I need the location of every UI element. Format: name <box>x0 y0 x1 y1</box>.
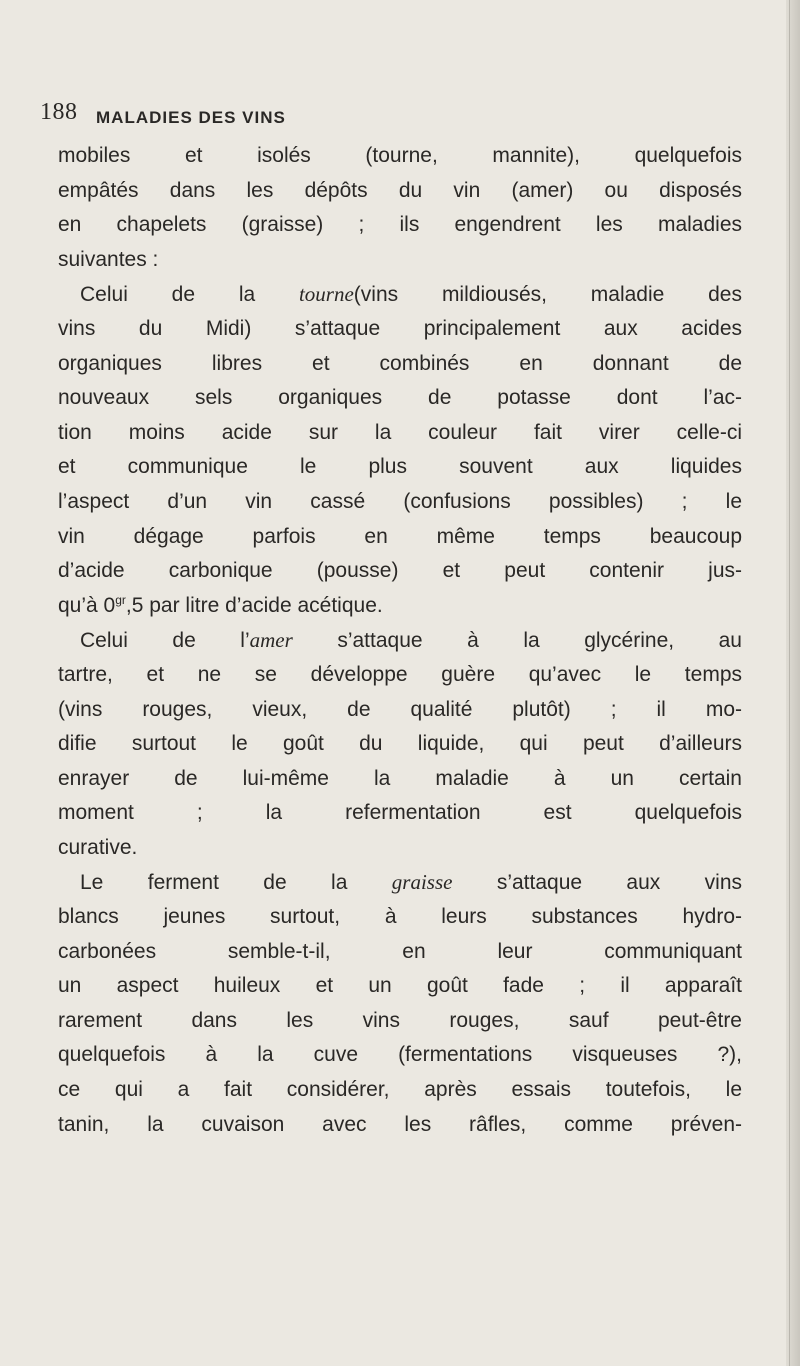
text-segment: tion moins acide sur la couleur fait virer celle-ci <box>58 420 742 444</box>
text-segment: (vins mildiousés, maladie des <box>353 283 742 307</box>
text-line <box>58 589 742 624</box>
text-line <box>58 485 742 520</box>
text-segment: un aspect huileux et un goût fade ; il apparaît <box>58 974 742 998</box>
text-line <box>58 277 742 312</box>
text-line <box>58 208 742 243</box>
page-header <box>40 100 760 132</box>
text-segment: curative. <box>58 835 138 859</box>
text-segment: qu’à 0 <box>58 593 116 617</box>
text-line <box>58 347 742 382</box>
italic-term: amer <box>249 628 293 653</box>
text-segment: en chapelets (graisse) ; ils engendrent les maladies <box>58 213 742 237</box>
text-segment: ,5 par litre d’acide acétique. <box>125 593 383 617</box>
text-line <box>58 831 742 866</box>
text-segment: s’attaque à la glycérine, au <box>292 629 742 653</box>
page-edge-shadow <box>786 0 800 1366</box>
text-line <box>58 900 742 935</box>
text-line <box>58 139 742 174</box>
page-number: 188 <box>40 99 78 125</box>
text-segment: tartre, et ne se développe guère qu’avec le temps <box>58 662 742 686</box>
italic-term: tourne <box>298 282 354 307</box>
text-line <box>58 623 742 658</box>
text-segment: Celui de la <box>80 283 299 307</box>
text-segment: Celui de l’ <box>80 629 250 653</box>
text-segment: enrayer de lui-même la maladie à un certain <box>58 766 742 790</box>
text-line <box>58 969 742 1004</box>
text-line <box>58 693 742 728</box>
text-segment: mobiles et isolés (tourne, mannite), quelquefois <box>58 144 742 167</box>
running-head: MALADIES DES VINS <box>96 108 286 127</box>
text-line <box>58 796 742 831</box>
text-segment: et communique le plus souvent aux liquides <box>58 455 742 479</box>
text-line <box>58 727 742 762</box>
text-line <box>58 658 742 693</box>
text-line <box>58 243 742 278</box>
text-segment: moment ; la refermentation est quelquefois <box>58 801 742 825</box>
text-line <box>58 1038 742 1073</box>
text-segment: organiques libres et combinés en donnant de <box>58 351 742 375</box>
text-line <box>58 450 742 485</box>
text-line <box>58 865 742 900</box>
text-line <box>58 381 742 416</box>
text-segment: l’aspect d’un vin cassé (confusions possibles) ; le <box>58 489 742 513</box>
text-segment: d’acide carbonique (pousse) et peut contenir jus- <box>58 559 742 583</box>
text-segment: tanin, la cuvaison avec les râfles, comme préven- <box>58 1112 742 1136</box>
text-segment: vin dégage parfois en même temps beaucoup <box>58 524 742 548</box>
text-segment: suivantes : <box>58 247 159 271</box>
text-segment: blancs jeunes surtout, à leurs substances hydro- <box>58 905 742 929</box>
text-segment: Le ferment de la <box>80 871 392 895</box>
text-line <box>58 1108 742 1143</box>
text-segment: (vins rouges, vieux, de qualité plutôt) ; il mo- <box>58 697 742 721</box>
text-line <box>58 935 742 970</box>
text-line <box>58 1004 742 1039</box>
text-segment: nouveaux sels organiques de potasse dont l’ac- <box>58 386 742 410</box>
text-line <box>58 554 742 589</box>
body-text <box>58 139 742 1142</box>
text-line <box>58 416 742 451</box>
text-line <box>58 312 742 347</box>
text-segment: empâtés dans les dépôts du vin (amer) ou disposés <box>58 178 742 202</box>
text-segment: ce qui a fait considérer, après essais toutefois, le <box>58 1078 742 1102</box>
text-segment: difie surtout le goût du liquide, qui peut d’ailleurs <box>58 732 742 756</box>
text-segment: s’attaque aux vins <box>452 871 742 895</box>
text-line <box>58 1073 742 1108</box>
text-segment: carbonées semble-t-il, en leur communiquant <box>58 939 742 963</box>
text-segment: rarement dans les vins rouges, sauf peut-être <box>58 1008 742 1032</box>
text-segment: vins du Midi) s’attaque principalement aux acides <box>58 316 742 340</box>
text-segment: quelquefois à la cuve (fermentations visqueuses ?), <box>58 1043 742 1067</box>
superscript: gr <box>115 592 126 607</box>
italic-term: graisse <box>391 870 453 895</box>
text-line <box>58 762 742 797</box>
text-line <box>58 520 742 555</box>
text-line <box>58 174 742 209</box>
